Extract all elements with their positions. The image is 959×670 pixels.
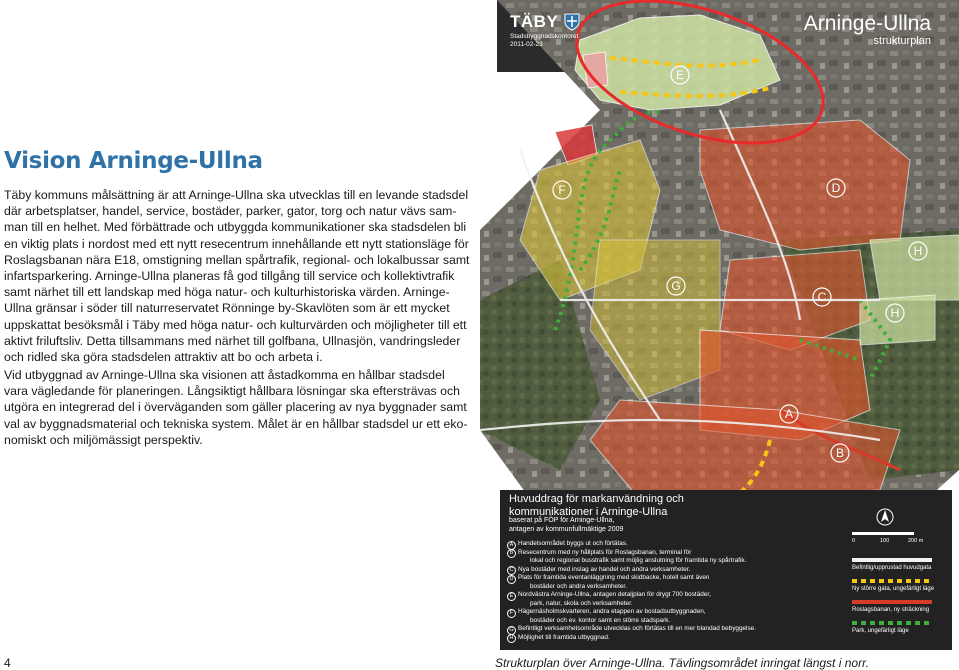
legend-item [507,549,847,566]
paragraph-line: där arbetsplatser, handel, service, bostäder, parker, gator, torg och natur vävs sam- [4,204,457,219]
legend-subtitle-line-2: antagen av kommunfullmäktige 2009 [509,525,624,533]
legend-item [507,608,847,625]
paragraph-line: nomiskt och miljömässigt perspektiv. [4,432,203,447]
legend-key-swatch [852,579,932,583]
legend-key-label: Roslagsbanan, ny sträckning [852,607,930,613]
area-label-a-text: A [784,407,794,421]
scale-tick-0: 0 [852,538,856,544]
area-label-e-text: E [675,68,685,82]
legend-item-text: Befintligt verksamhetsområde utvecklas och förtätas till en mer blandad bebyggelse. [518,625,756,632]
scale-bar [852,532,932,546]
paragraph-line: man till en helhet. Med förbättrade och utbyggda kommunikationer ska stadsdelen bli [4,220,467,235]
vision-paragraph-1 [4,187,478,365]
paragraph-line: aktivt friluftsliv. Detta tillsammans med närhet till golfbana, Ullnasjön, vandringsleder [4,333,461,348]
legend-item-text: Möjlighet till framtida utbyggnad. [518,633,610,641]
paragraph-line: Vid utbyggnad av Arninge-Ullna ska visionen att åstadkomma en hållbar stadsdel [4,368,445,382]
scale-tick-100: 100 [880,538,890,544]
legend-key-swatch [852,600,932,604]
legend-item [507,625,847,634]
legend-item-continuation: bostäder och ev. kontor samt en större stadspark. [530,616,671,624]
paragraph-line: vara vägledande för planeringen. Långsiktigt hållbara lösningar ska eftersträvas och [4,384,460,399]
legend-key-label: Befintlig/upprustad huvudgata [852,565,932,571]
vision-paragraph-2 [4,367,478,448]
paragraph-line: och ridled ska göra stadsdelen attraktiv att bo och arbeta i. [4,350,323,365]
legend-item [507,574,847,591]
legend-item-badge: B [507,549,516,558]
map-caption: Strukturplan över Arninge-Ullna. Tävlingsområdet inringat längst i norr. [495,656,869,670]
legend-item-continuation: bostäder och andra verksamheter. [530,582,627,590]
legend-items [507,540,847,642]
legend-key-label: Park, ungefärligt läge [852,628,909,634]
legend-item-badge: E [507,592,516,601]
area-label-g-text: G [671,279,681,293]
scale-tick-200: 200 m [908,538,924,544]
legend-key-swatch [852,558,932,562]
legend-item [507,540,847,549]
legend-item [507,566,847,575]
paragraph-line: utgöra en integrerad del i överväganden som gäller placering av nya byggnader samt [4,400,467,415]
area-label-d-text: D [831,181,841,195]
legend-item-badge: C [507,566,516,575]
legend-key [852,600,948,614]
legend-item-continuation: park, natur, skola och verksamheter. [530,599,633,607]
legend-item-badge: H [507,634,516,643]
area-label-h2-text: H [890,306,900,320]
paragraph-line: Ullna gränsar i söder till naturreservatet Rönninge by-Skavlöten som är ett mycket [4,301,450,316]
legend-subtitle-line-1: baserat på FÖP för Arninge-Ullna, [509,517,615,524]
area-label-c-text: C [817,290,827,304]
legend-item-badge: F [507,609,516,618]
legend-key-label: Ny större gata, ungefärligt läge [852,586,935,592]
office-name: Stadsbyggnadskontoret [510,33,579,40]
area-label-h1-text: H [913,244,923,258]
vision-title: Vision Arninge-Ullna [4,148,263,174]
area-label-f-text: F [558,183,566,197]
paragraph-line: Täby kommuns målsättning är att Arninge-Ullna ska utvecklas till en levande stadsdel [4,188,469,202]
legend-item-text: Hägernäsholmskvarteren, andra etappen av bostadsutbyggnaden, [518,608,706,615]
legend [500,490,952,650]
map-subtitle: strukturplan [873,35,931,47]
taby-shield-icon [564,13,580,31]
legend-key-column [850,498,948,646]
legend-key-swatch [852,621,932,625]
map-title: Arninge-Ullna [803,12,931,35]
legend-item-badge: D [507,575,516,584]
area-label-b-text: B [835,446,845,460]
zone-h-south [860,295,935,345]
legend-key [852,579,948,593]
legend-item-text: Plats för framtida eventanläggning med skidbacke, hotell samt även [518,574,710,581]
page-number: 4 [4,656,11,670]
legend-item-text: Nordvästra Arninge-Ullna, antagen detaljplan för drygt 700 bostäder, [518,591,711,598]
taby-logo-text: TÄBY [510,12,559,31]
legend-item-text: Resecentrum med ny hållplats för Roslagsbanan, terminal för [518,548,692,556]
legend-item-continuation: lokal och regional busstrafik samt möjlig anslutning för framtida ny spårtrafik. [530,557,747,564]
scale-bar-line [852,532,914,535]
taby-brand [504,8,584,50]
paragraph-line: val av byggnadsmaterial och tekniska system. Målet är en hållbar stadsdel ur ett eko- [4,416,468,431]
legend-item-badge: A [507,541,516,550]
legend-item [507,591,847,608]
legend-title: Huvuddrag för markanvändning och kommunikationer i Arninge-Ullna [509,493,684,518]
paragraph-line: Roslagsbanan nära E18, omstigning mellan spårtrafik, regional- och lokalbussar samt [4,252,470,267]
legend-key [852,558,948,572]
legend-key [852,621,948,635]
paragraph-line: samt närhet till ett landskap med höga natur- och kulturhistoriska värden. Arninge- [4,285,450,300]
paragraph-line: infartsparkering. Arninge-Ullna planeras få god tillgång till service och kollektivtrafik [4,269,455,284]
legend-item-badge: G [507,626,516,635]
document-date: 2011-02-23 [510,41,543,48]
legend-item-text: Nya bostäder med inslag av handel och andra verksamheter. [518,565,691,573]
paragraph-line: en viktig plats i nordost med ett nytt resecentrum innehållande ett nytt stationsläge för [4,236,469,251]
north-arrow-icon [876,508,894,526]
paragraph-line: uppskattat besöksmål i Täby med höga natur- och kulturvärden och möjligheter till ett [4,317,467,332]
legend-item-text: Handelsområdet byggs ut och förtätas. [518,540,628,547]
zone-d [700,120,910,250]
legend-item [507,634,847,643]
legend-subtitle [509,517,709,534]
